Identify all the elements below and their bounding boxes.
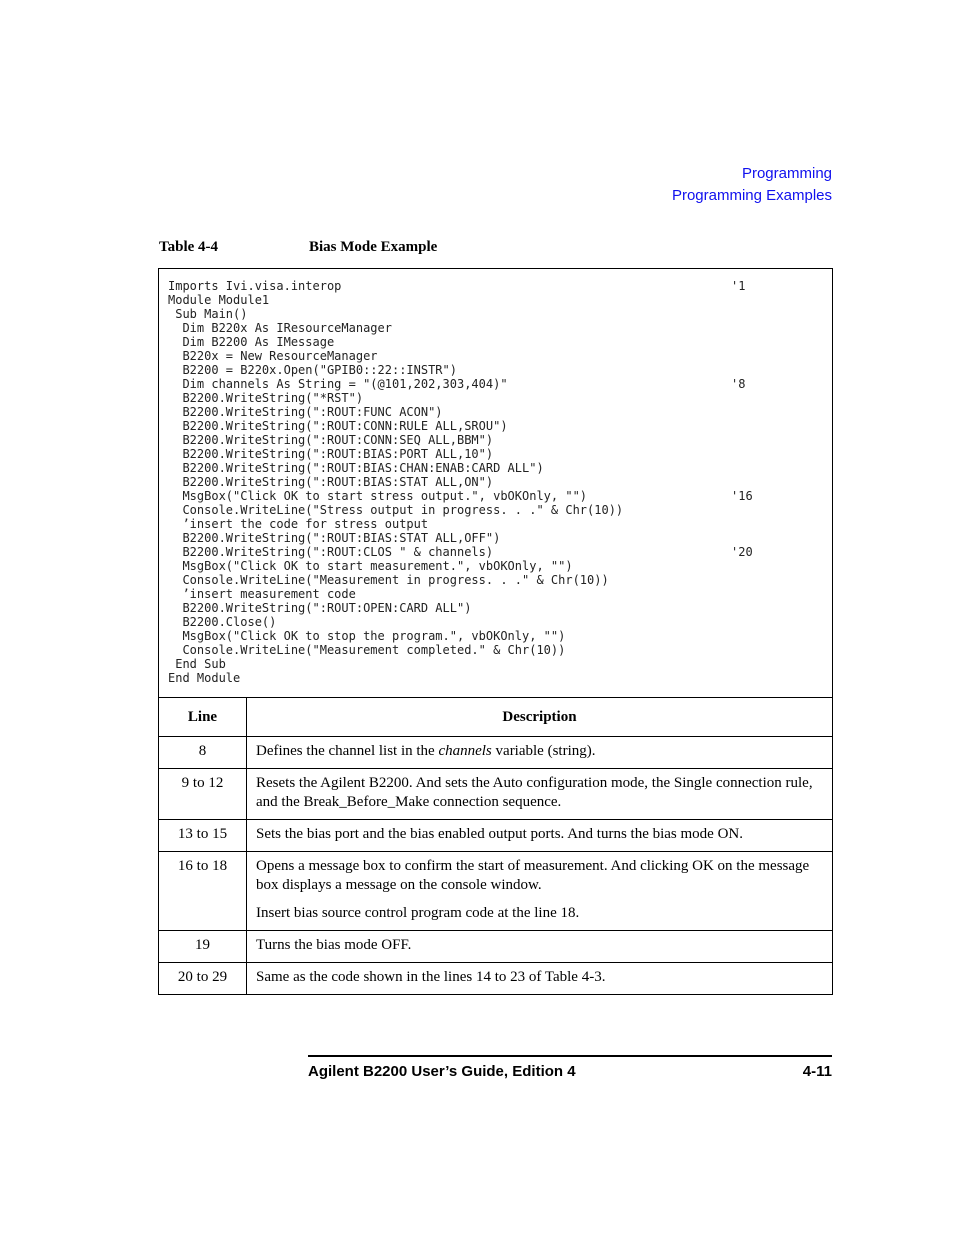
code-text: B2200.WriteString(":ROUT:BIAS:STAT ALL,ON") xyxy=(168,475,494,489)
code-text: End Module xyxy=(168,671,241,685)
code-line xyxy=(168,363,832,377)
description-cell xyxy=(247,769,833,820)
code-line xyxy=(168,349,832,363)
code-line xyxy=(168,657,832,671)
code-line xyxy=(168,503,832,517)
code-line xyxy=(168,545,832,559)
code-line xyxy=(168,629,832,643)
line-cell: 13 to 15 xyxy=(159,820,247,852)
code-line xyxy=(168,405,832,419)
column-header-description: Description xyxy=(502,708,577,725)
code-line-marker: '16 xyxy=(731,489,753,503)
table-row xyxy=(159,769,832,820)
description-text xyxy=(256,774,823,812)
header-section-link[interactable]: Programming Examples xyxy=(671,187,832,204)
description-emphasis: channels xyxy=(438,743,492,759)
code-text: B2200.WriteString(":ROUT:FUNC ACON") xyxy=(168,405,443,419)
column-header-line: Line xyxy=(159,698,247,737)
code-line xyxy=(168,573,832,587)
footer-divider xyxy=(308,1055,832,1057)
page-number: 4-11 xyxy=(802,1063,832,1080)
code-line-marker: '1 xyxy=(731,279,746,293)
code-line xyxy=(168,321,832,335)
description-text xyxy=(256,742,823,761)
code-text: Console.WriteLine("Measurement in progress. . ." & Chr(10)) xyxy=(168,573,609,587)
code-text: Console.WriteLine("Stress output in progress. . ." & Chr(10)) xyxy=(168,503,624,517)
code-text: B2200.WriteString(":ROUT:OPEN:CARD ALL") xyxy=(168,601,472,615)
code-line xyxy=(168,335,832,349)
code-line xyxy=(168,671,832,685)
table-row xyxy=(159,852,832,931)
description-text-part: Defines the channel list in the xyxy=(256,743,439,759)
code-text: B2200.WriteString(":ROUT:CLOS " & channels) xyxy=(168,545,494,559)
table-row xyxy=(159,931,832,963)
code-line xyxy=(168,377,832,391)
table-row xyxy=(159,737,832,769)
code-line xyxy=(168,419,832,433)
description-cell xyxy=(247,820,833,852)
code-text: B2200.WriteString(":ROUT:BIAS:CHAN:ENAB:CARD ALL") xyxy=(168,461,544,475)
code-line xyxy=(168,391,832,405)
code-text: Module Module1 xyxy=(168,293,270,307)
code-text: MsgBox("Click OK to stop the program.", vbOKOnly, "") xyxy=(168,629,566,643)
line-cell: 20 to 29 xyxy=(159,963,247,995)
code-line xyxy=(168,615,832,629)
code-line xyxy=(168,293,832,307)
code-text: MsgBox("Click OK to start measurement.", vbOKOnly, "") xyxy=(168,559,573,573)
code-line xyxy=(168,475,832,489)
line-cell: 19 xyxy=(159,931,247,963)
table-label: Table 4-4 xyxy=(159,239,219,255)
code-text: B2200.Close() xyxy=(168,615,277,629)
description-table xyxy=(159,698,832,994)
code-line xyxy=(168,559,832,573)
code-text: Dim channels As String = "(@101,202,303,404)" xyxy=(168,377,508,391)
table-caption xyxy=(159,239,438,256)
code-text: B2200.WriteString(":ROUT:BIAS:STAT ALL,OFF") xyxy=(168,531,501,545)
description-cell xyxy=(247,931,833,963)
code-line xyxy=(168,643,832,657)
code-line xyxy=(168,447,832,461)
description-text xyxy=(256,968,823,987)
description-text-part: Opens a message box to confirm the start of measurement. And clicking OK on the message box displays a message on the console window. xyxy=(256,858,810,893)
code-text: Sub Main() xyxy=(168,307,248,321)
description-note: Insert bias source control program code at the line 18. xyxy=(256,905,580,921)
code-text: B2200.WriteString("*RST") xyxy=(168,391,364,405)
example-table xyxy=(158,268,833,995)
line-cell: 8 xyxy=(159,737,247,769)
description-text xyxy=(256,857,823,895)
code-text: ’insert the code for stress output xyxy=(168,517,429,531)
footer-title: Agilent B2200 User’s Guide, Edition 4 xyxy=(308,1063,576,1080)
description-cell xyxy=(247,852,833,931)
description-text xyxy=(256,936,823,955)
code-line xyxy=(168,307,832,321)
code-text: B2200.WriteString(":ROUT:CONN:SEQ ALL,BBM") xyxy=(168,433,494,447)
header-chapter-link[interactable]: Programming xyxy=(741,165,832,182)
code-text: ’insert measurement code xyxy=(168,587,356,601)
code-line xyxy=(168,517,832,531)
description-text-part: Same as the code shown in the lines 14 to 23 of Table 4-3. xyxy=(256,969,606,985)
line-cell: 16 to 18 xyxy=(159,852,247,931)
code-line xyxy=(168,461,832,475)
code-text: B2200.WriteString(":ROUT:BIAS:PORT ALL,10") xyxy=(168,447,494,461)
description-rows xyxy=(159,737,832,995)
code-line xyxy=(168,433,832,447)
code-text: B2200.WriteString(":ROUT:CONN:RULE ALL,SROU") xyxy=(168,419,508,433)
description-text-part: Turns the bias mode OFF. xyxy=(256,937,412,953)
description-text-part: Resets the Agilent B2200. And sets the Auto configuration mode, the Single connection rule, and the Break_Before_Make connection sequence. xyxy=(256,775,813,810)
table-header-row xyxy=(159,698,832,737)
code-text: Dim B220x As IResourceManager xyxy=(168,321,392,335)
code-line xyxy=(168,601,832,615)
code-line-marker: '8 xyxy=(731,377,746,391)
code-text: End Sub xyxy=(168,657,226,671)
code-line xyxy=(168,531,832,545)
description-text-part: variable (string). xyxy=(491,743,596,759)
code-text: B220x = New ResourceManager xyxy=(168,349,378,363)
table-row xyxy=(159,820,832,852)
code-line xyxy=(168,489,832,503)
code-text: B2200 = B220x.Open("GPIB0::22::INSTR") xyxy=(168,363,457,377)
table-title: Bias Mode Example xyxy=(309,239,438,255)
description-text-part: Sets the bias port and the bias enabled output ports. And turns the bias mode ON. xyxy=(256,826,744,842)
code-text: MsgBox("Click OK to start stress output.", vbOKOnly, "") xyxy=(168,489,588,503)
description-cell xyxy=(247,963,833,995)
description-text xyxy=(256,825,823,844)
line-cell: 9 to 12 xyxy=(159,769,247,820)
code-text: Imports Ivi.visa.interop xyxy=(168,279,342,293)
code-line-marker: '20 xyxy=(731,545,753,559)
description-cell xyxy=(247,737,833,769)
code-line xyxy=(168,279,832,293)
code-listing xyxy=(159,269,832,698)
code-line xyxy=(168,587,832,601)
code-text: Dim B2200 As IMessage xyxy=(168,335,335,349)
table-row xyxy=(159,963,832,995)
code-text: Console.WriteLine("Measurement completed." & Chr(10)) xyxy=(168,643,566,657)
